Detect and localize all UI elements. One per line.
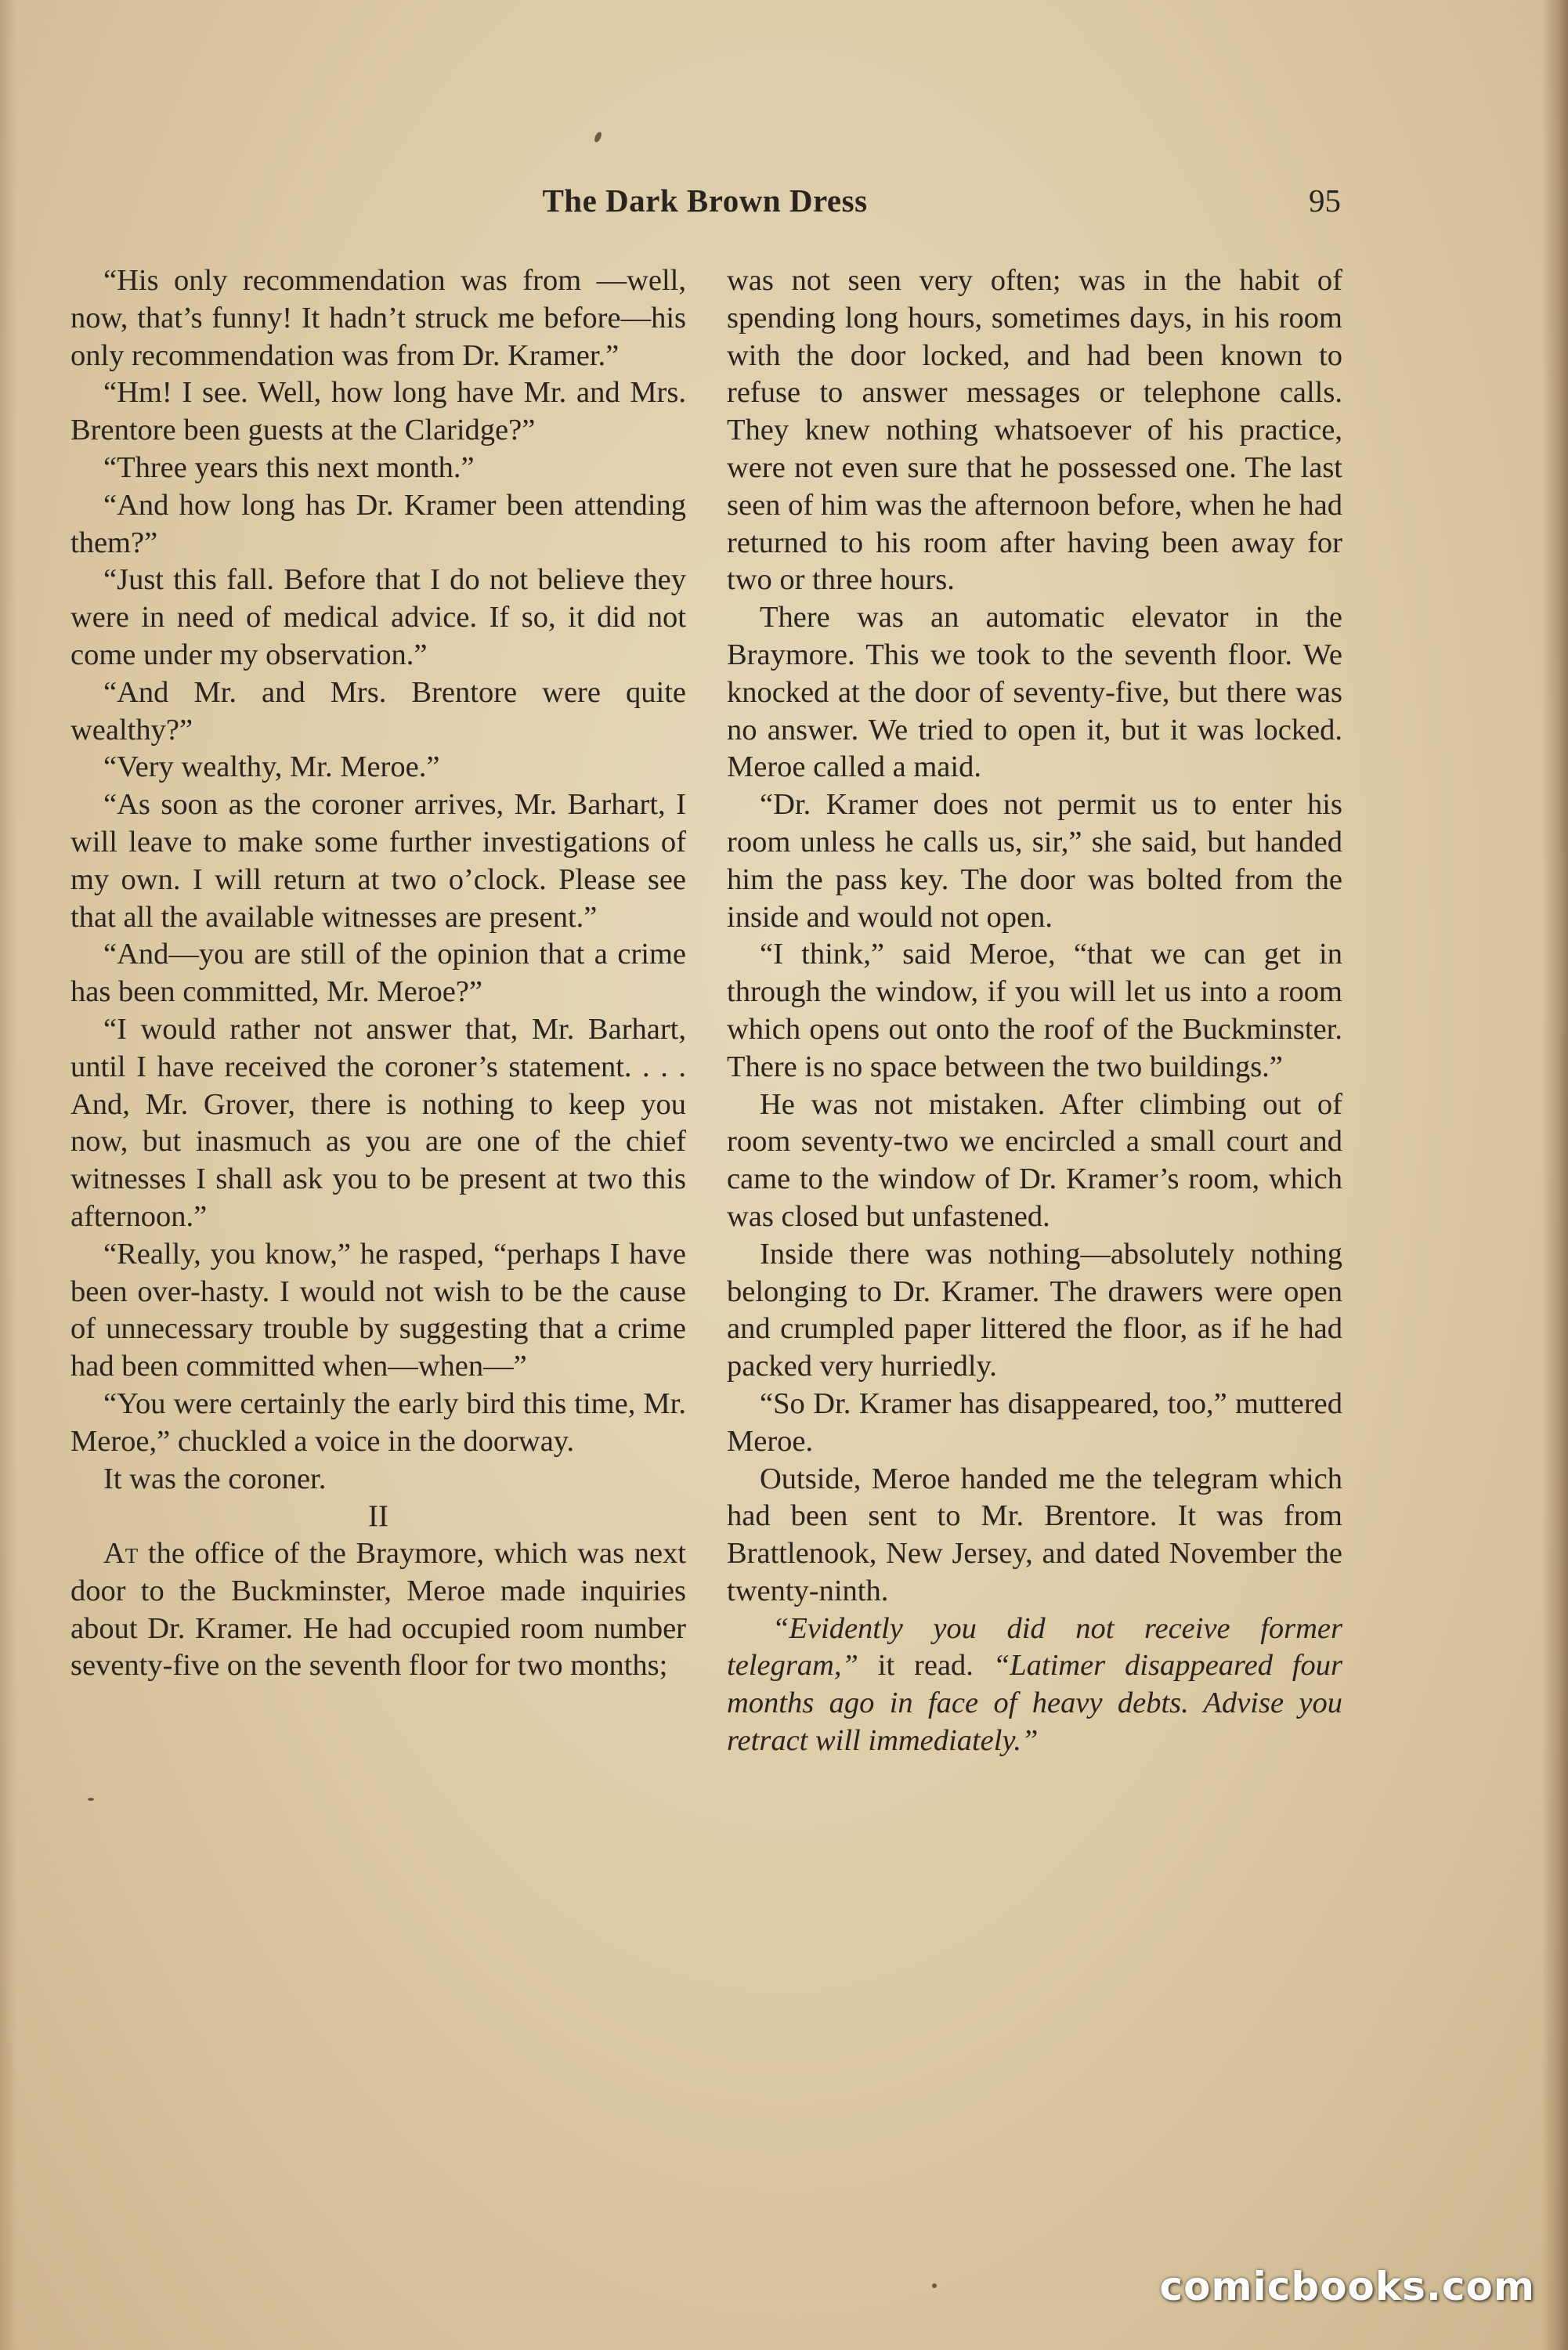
page-edge-shadow-right: [1541, 0, 1568, 2350]
telegram-text: “Evidently you did not receive former telegram,”: [727, 1611, 1342, 1683]
paragraph: “Dr. Kramer does not permit us to enter his room unless he calls us, sir,” she said, but handed him the pass key. The door was bolted from the inside and would not open.: [727, 788, 1342, 934]
print-speck: [88, 1798, 94, 1801]
paragraph: It was the coroner.: [103, 1462, 327, 1495]
paragraph: Inside there was nothing—absolutely nothing belonging to Dr. Kramer. The drawers were open and crumpled paper littered the floor, as if he had packed very hurriedly.: [727, 1237, 1342, 1383]
telegram-paragraph: [727, 1611, 1342, 1760]
paragraph: “I would rather not answer that, Mr. Barhart, until I have received the coroner’s statement. . . . And, Mr. Grover, there is nothing to keep you now, but inasmuch as you are one of the chief witnesses I shall ask you to be present at two this afternoon.”: [70, 1012, 686, 1233]
paragraph: He was not mistaken. After climbing out of room seventy-two we encircled a small court and came to the window of Dr. Kramer’s room, which was closed but unfastened.: [727, 1087, 1342, 1233]
paragraph: “You were certainly the early bird this time, Mr. Meroe,” chuckled a voice in the doorway.: [70, 1386, 686, 1458]
paragraph: “And Mr. and Mrs. Brentore were quite wealthy?”: [70, 675, 686, 747]
page-edge-shadow-left: [0, 0, 17, 2350]
paragraph: Outside, Meroe handed me the telegram which had been sent to Mr. Brentore. It was from Brattlenook, New Jersey, and dated November the twenty-ninth.: [727, 1462, 1342, 1607]
print-speck: [932, 2283, 937, 2288]
text-column-left: [70, 262, 686, 1685]
paragraph: “I think,” said Meroe, “that we can get in through the window, if you will let us into a room which opens out onto the roof of the Buckminster. There is no space between the two buildings.”: [727, 938, 1342, 1083]
paragraph: “Hm! I see. Well, how long have Mr. and Mrs. Brentore been guests at the Claridge?”: [70, 376, 686, 447]
paragraph: [70, 1535, 686, 1685]
paragraph: “Three years this next month.”: [103, 450, 475, 484]
paragraph: “His only recommendation was from —well, now, that’s funny! It hadn’t struck me before—his only recommendation was from Dr. Kramer.”: [70, 264, 686, 372]
paragraph: There was an automatic elevator in the Braymore. This we took to the seventh floor. We knocked at the door of seventy-five, but there was no answer. We tried to open it, but it was locked. Meroe called a maid.: [727, 601, 1342, 784]
paragraph-text: the office of the Braymore, which was next door to the Buckminster, Meroe made inquiries about Dr. Kramer. He had occupied room number seventy-five on the seventh floor for two months;: [70, 1537, 686, 1683]
paragraph: “As soon as the coroner arrives, Mr. Barhart, I will leave to make some further investigations of my own. I will return at two o’clock. Please see that all the available witnesses are present.”: [70, 788, 686, 934]
paragraph: “And—you are still of the opinion that a crime has been committed, Mr. Meroe?”: [70, 938, 686, 1009]
paragraph: “Just this fall. Before that I do not believe they were in need of medical advice. If so, it did not come under my observation.”: [70, 563, 686, 671]
drop-lead-word: At: [103, 1537, 139, 1571]
print-speck: [593, 131, 602, 143]
text-column-right: [727, 262, 1342, 1760]
page-number: 95: [1309, 183, 1341, 219]
telegram-attribution: it read.: [858, 1649, 993, 1683]
running-title: The Dark Brown Dress: [542, 183, 868, 219]
paragraph: “So Dr. Kramer has disappeared, too,” muttered Meroe.: [727, 1386, 1342, 1458]
paragraph: “Really, you know,” he rasped, “perhaps I have been over-hasty. I would not wish to be the cause of unnecessary trouble by suggesting that a crime had been committed when—when—”: [70, 1237, 686, 1383]
paragraph-continued: was not seen very often; was in the habit of spending long hours, sometimes days, in his room with the door locked, and had been known to refuse to answer messages or telephone calls. They knew nothing whatsoever of his practice, were not even sure that he possessed one. The last seen of him was the afternoon before, when he had returned to his room after having been away for two or three hours.: [727, 264, 1342, 597]
running-head: [70, 182, 1339, 229]
watermark-logo: comicbooks.com: [1159, 2264, 1535, 2309]
section-number: II: [368, 1499, 388, 1534]
paragraph: “And how long has Dr. Kramer been attending them?”: [70, 488, 686, 559]
paragraph: “Very wealthy, Mr. Meroe.”: [103, 750, 440, 784]
telegram-text: “Latimer disappeared four months ago in face of heavy debts. Advise you retract will immediately.”: [727, 1649, 1342, 1758]
